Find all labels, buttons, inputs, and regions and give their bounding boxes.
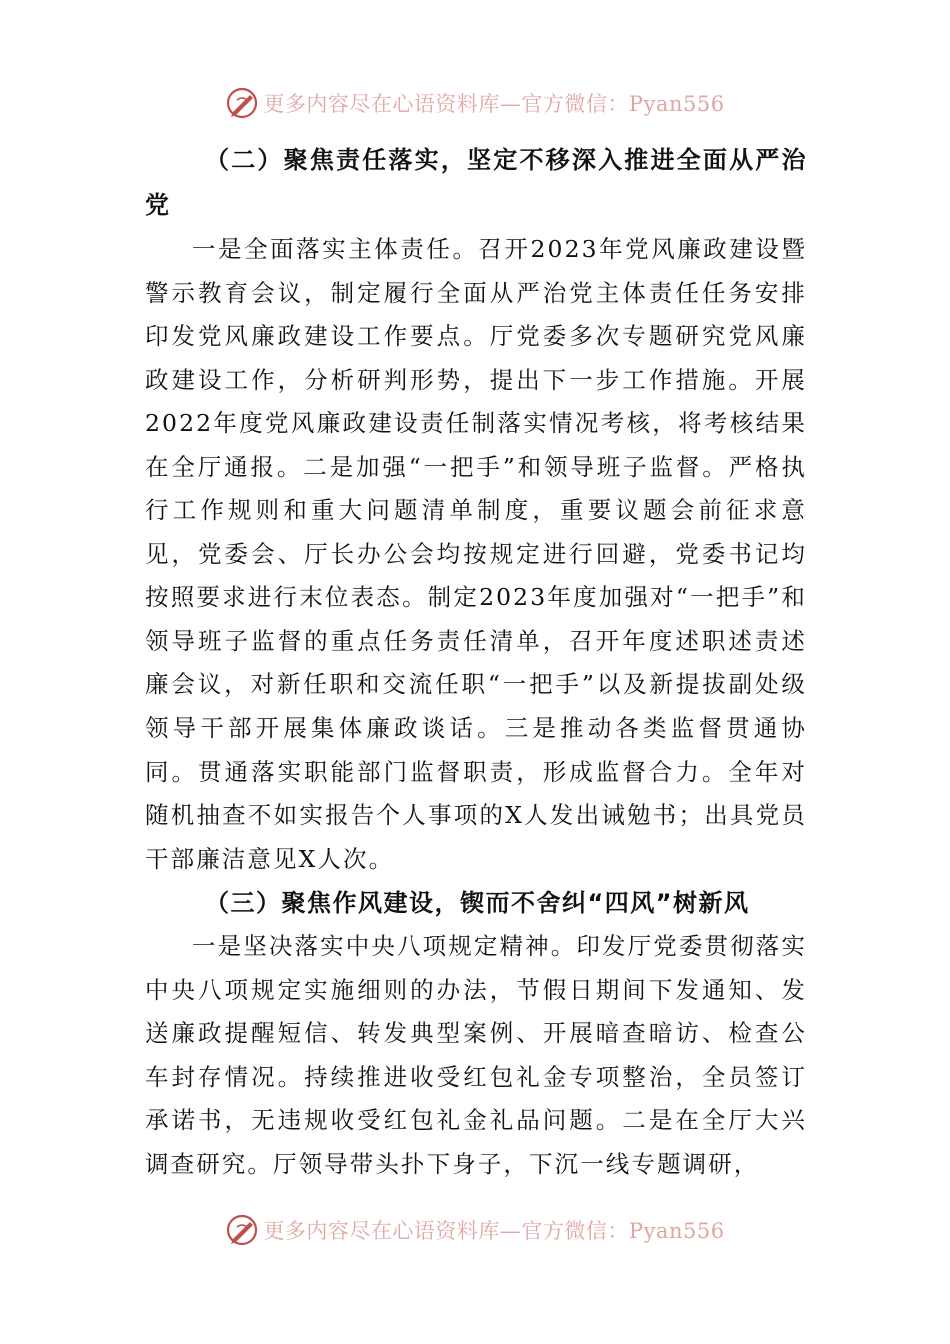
section-heading: （二）聚焦责任落实，坚定不移深入推进全面从严治党	[145, 146, 807, 219]
watermark-footer	[0, 1210, 950, 1250]
section-paragraph: 一是坚决落实中央八项规定精神。印发厅党委贯彻落实中央八项规定实施细则的办法，节假日期间下发通知、发送廉政提醒短信、转发典型案例、开展暗查暗访、检查公车封存情况。持续推进收受红包礼金专项整治，全员签订承诺书，无违规收受红包礼金礼品问题。二是在全厅大兴调查研究。厅领导带头扑下身子，下沉一线专题调研，	[145, 932, 807, 1178]
watermark-text: 更多内容尽在心语资料库—官方微信：Pyan556	[263, 1219, 725, 1243]
watermark-text: 更多内容尽在心语资料库—官方微信：Pyan556	[263, 92, 725, 116]
watermark-header	[0, 83, 950, 123]
section-paragraph: 一是全面落实主体责任。召开2023年党风廉政建设暨警示教育会议，制定履行全面从严治党主体责任任务安排印发党风廉政建设工作要点。厅党委多次专题研究党风廉政建设工作，分析研判形势，提出下一步工作措施。开展2022年度党风廉政建设责任制落实情况考核，将考核结果在全厅通报。二是加强“一把手”和领导班子监督。严格执行工作规则和重大问题清单制度，重要议题会前征求意见，党委会、厅长办公会均按规定进行回避，党委书记均按照要求进行末位表态。制定2023年度加强对“一把手”和领导班子监督的重点任务责任清单，召开年度述职述责述廉会议，对新任职和交流任职“一把手”以及新提拔副处级领导干部开展集体廉政谈话。三是推动各类监督贯通协同。贯通落实职能部门监督职责，形成监督合力。全年对随机抽查不如实报告个人事项的X人发出诫勉书；出具党员干部廉洁意见X人次。	[145, 235, 807, 873]
section-heading: （三）聚焦作风建设，锲而不舍纠“四风”树新风	[205, 889, 750, 918]
pen-circle-logo-icon	[225, 1213, 259, 1247]
document-body	[145, 138, 807, 1186]
pen-circle-logo-icon	[225, 86, 259, 120]
